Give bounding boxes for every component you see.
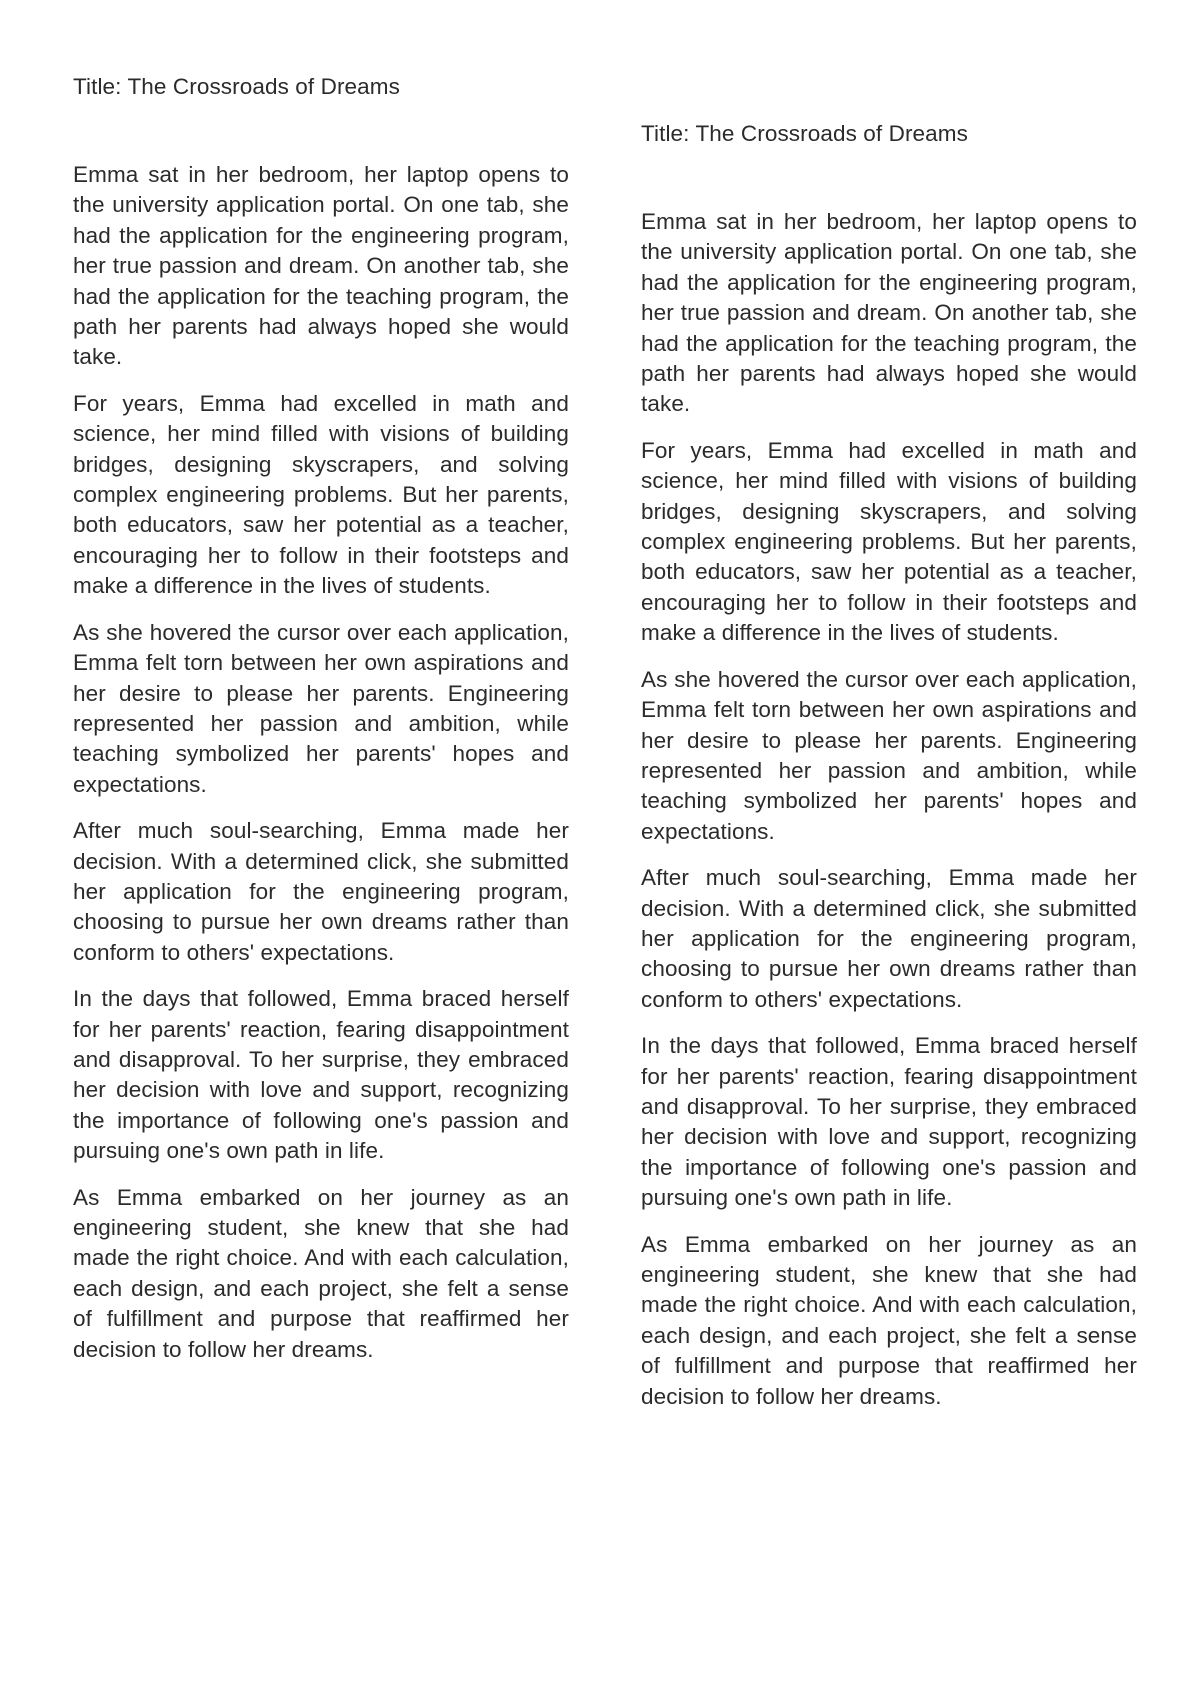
paragraph-right-6: As Emma embarked on her journey as an engineering student, she knew that she had made the right choice. And with each calculation, each design, and each project, she felt a sense of fulfillment and purpose that reaffirmed her decision to follow her dreams. [641, 1231, 1137, 1409]
paragraph-left-5: In the days that followed, Emma braced herself for her parents' reaction, fearing disappointment and disapproval. To her surprise, they embraced her decision with love and support, recognizing the importance of following one's passion and pursuing one's own path in life. [73, 986, 569, 1164]
paragraph-left-1: Emma sat in her bedroom, her laptop opens to the university application portal. On one tab, she had the application for the engineering program, her true passion and dream. On another tab, she had the application for the teaching program, the path her parents had always hoped she would take. [73, 162, 569, 370]
right-column [641, 119, 1137, 1428]
document-title-left: Title: The Crossroads of Dreams [73, 74, 400, 99]
paragraph-right-3: As she hovered the cursor over each application, Emma felt torn between her own aspirations and her desire to please her parents. Engineering represented her passion and ambition, while teaching symbolized her parents' hopes and expectations. [641, 666, 1137, 844]
paragraph-left-2: For years, Emma had excelled in math and science, her mind filled with visions of building bridges, designing skyscrapers, and solving complex engineering problems. But her parents, both educators, saw her potential as a teacher, encouraging her to follow in their footsteps and make a difference in the lives of students. [73, 390, 569, 599]
paragraph-left-6: As Emma embarked on her journey as an engineering student, she knew that she had made the right choice. And with each calculation, each design, and each project, she felt a sense of fulfillment and purpose that reaffirmed her decision to follow her dreams. [73, 1184, 569, 1362]
left-column [73, 72, 569, 1381]
document-title-right: Title: The Crossroads of Dreams [641, 121, 968, 146]
paragraph-right-4: After much soul-searching, Emma made her decision. With a determined click, she submitted her application for the engineering program, choosing to pursue her own dreams rather than conform to others' expectations. [641, 865, 1137, 1012]
paragraph-left-4: After much soul-searching, Emma made her decision. With a determined click, she submitted her application for the engineering program, choosing to pursue her own dreams rather than conform to others' expectations. [73, 818, 569, 965]
paragraph-left-3: As she hovered the cursor over each application, Emma felt torn between her own aspirations and her desire to please her parents. Engineering represented her passion and ambition, while teaching symbolized her parents' hopes and expectations. [73, 619, 569, 797]
paragraph-right-2: For years, Emma had excelled in math and science, her mind filled with visions of building bridges, designing skyscrapers, and solving complex engineering problems. But her parents, both educators, saw her potential as a teacher, encouraging her to follow in their footsteps and make a difference in the lives of students. [641, 437, 1137, 646]
paragraph-right-5: In the days that followed, Emma braced herself for her parents' reaction, fearing disappointment and disapproval. To her surprise, they embraced her decision with love and support, recognizing the importance of following one's passion and pursuing one's own path in life. [641, 1033, 1137, 1211]
paragraph-right-1: Emma sat in her bedroom, her laptop opens to the university application portal. On one tab, she had the application for the engineering program, her true passion and dream. On another tab, she had the application for the teaching program, the path her parents had always hoped she would take. [641, 209, 1137, 417]
